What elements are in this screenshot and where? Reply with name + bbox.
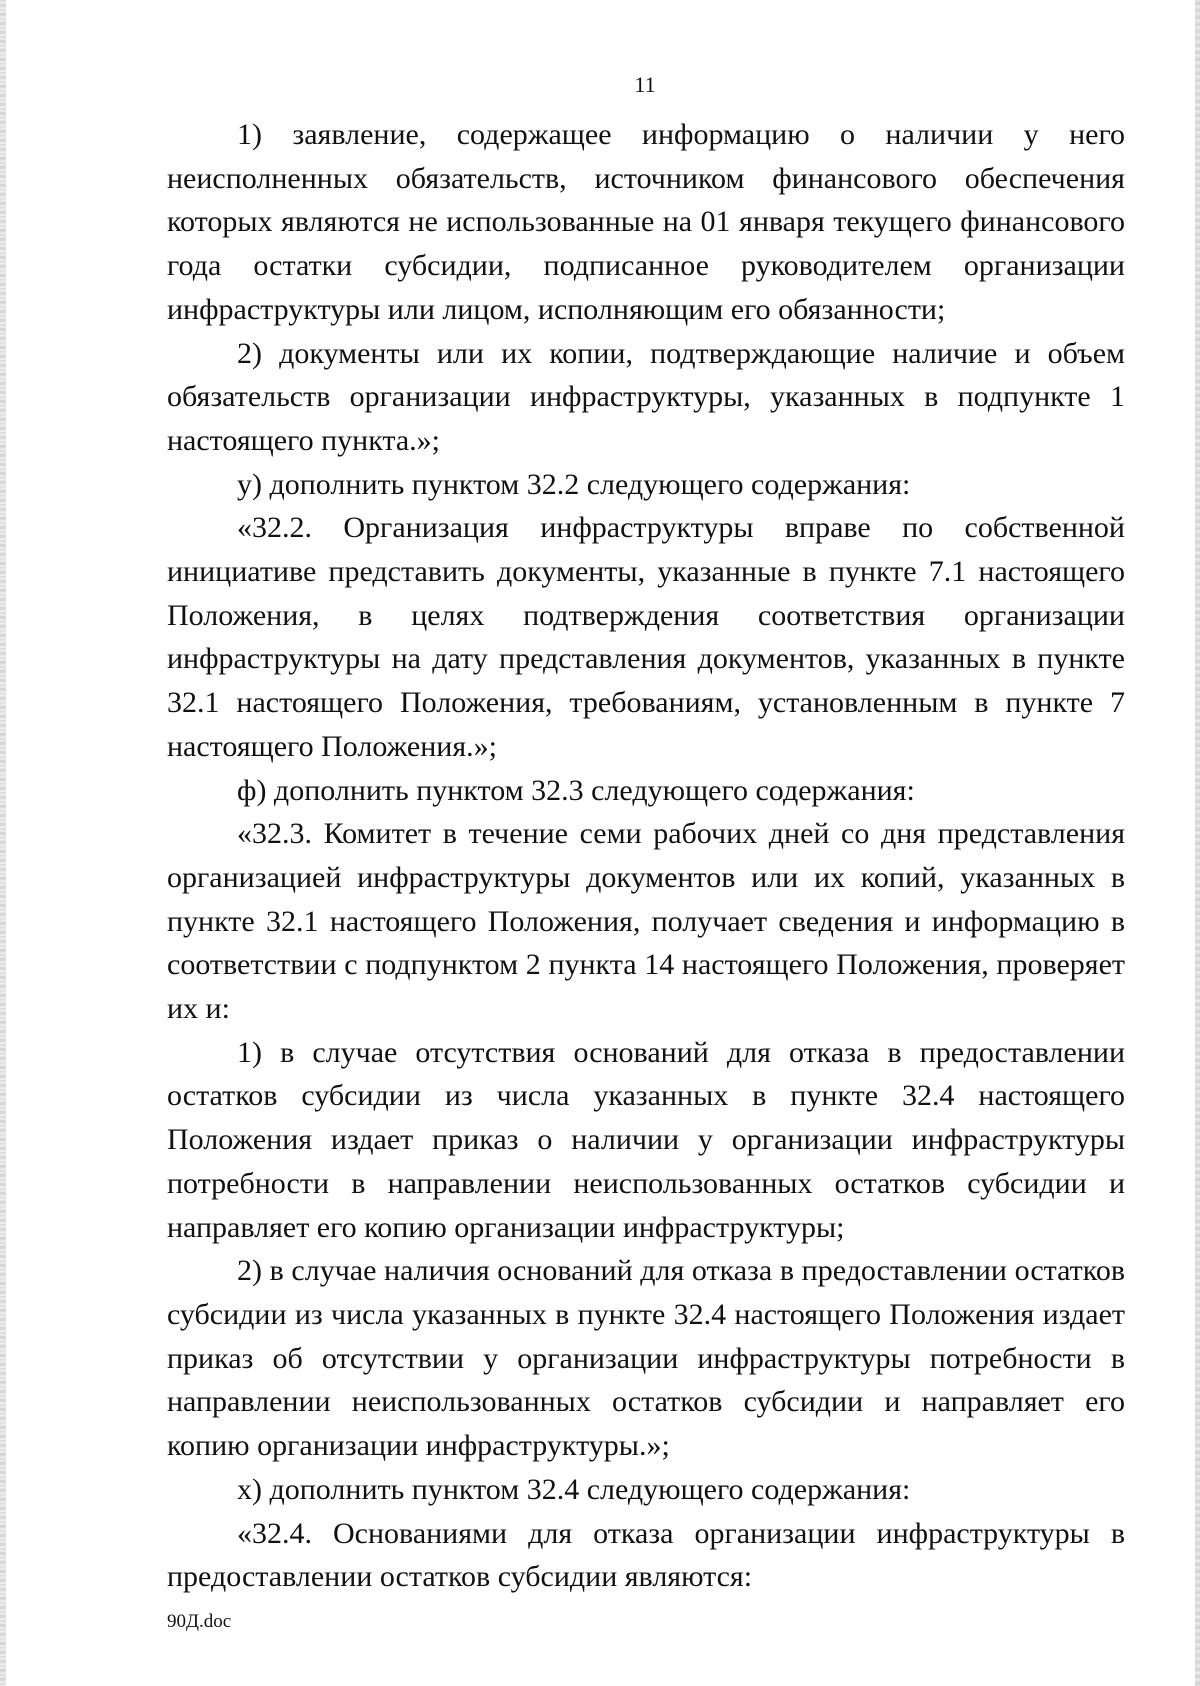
page-number: 11 <box>634 72 656 97</box>
paragraph-32-3-item-2: 2) в случае наличия оснований для отказа в предоставлении остатков субсидии из числа указанных в пункте 32.4 настоящего Положения издает приказ об отсутствии у организации инфраструктуры потребности в направлении неиспользованных остатков субсидии и направляет его копию организации инфраструктуры.»; <box>167 1254 1125 1463</box>
file-name-footer: 90Д.doc <box>167 1611 232 1632</box>
paragraph-32-2: «32.2. Организация инфраструктуры вправе по собственной инициативе представить документы, указанные в пункте 7.1 настоящего Положения, в целях подтверждения соответствия организации инфраструктуры на дату представления документов, указанных в пункте 32.1 настоящего Положения, требованиям, установленным в пункте 7 настоящего Положения.»; <box>167 511 1125 763</box>
paragraph-amend-32-3: ф) дополнить пунктом 32.3 следующего содержания: <box>237 773 915 807</box>
paragraph-amend-32-2: у) дополнить пунктом 32.2 следующего содержания: <box>237 467 911 501</box>
paragraph-application: 1) заявление, содержащее информацию о наличии у него неисполненных обязательств, источником финансового обеспечения которых являются не использованные на 01 января текущего финансового года остатки субсидии, подписанное руководителем организации инфраструктуры или лицом, исполняющим его обязанности; <box>167 118 1125 326</box>
paragraph-32-3: «32.3. Комитет в течение семи рабочих дней со дня представления организацией инфраструктуры документов или их копий, указанных в пункте 32.1 настоящего Положения, получает сведения и информацию в соответствии с подпунктом 2 пункта 14 настоящего Положения, проверяет их и: <box>167 817 1125 1026</box>
document-body <box>167 113 1125 1599</box>
paragraph-amend-32-4: х) дополнить пунктом 32.4 следующего содержания: <box>237 1472 911 1506</box>
paragraph-32-3-item-1: 1) в случае отсутствия оснований для отказа в предоставлении остатков субсидии из числа указанных в пункте 32.4 настоящего Положения издает приказ о наличии у организации инфраструктуры потребности в направлении неиспользованных остатков субсидии и направляет его копию организации инфраструктуры; <box>167 1035 1125 1244</box>
scan-edge-right <box>1195 0 1200 1686</box>
paragraph-32-4: «32.4. Основаниями для отказа организации инфраструктуры в предоставлении остатков субсидии являются: <box>167 1516 1125 1594</box>
paragraph-documents: 2) документы или их копии, подтверждающие наличие и объем обязательств организации инфраструктуры, указанных в подпункте 1 настоящего пункта.»; <box>167 336 1125 457</box>
scan-edge-left <box>0 0 6 1686</box>
